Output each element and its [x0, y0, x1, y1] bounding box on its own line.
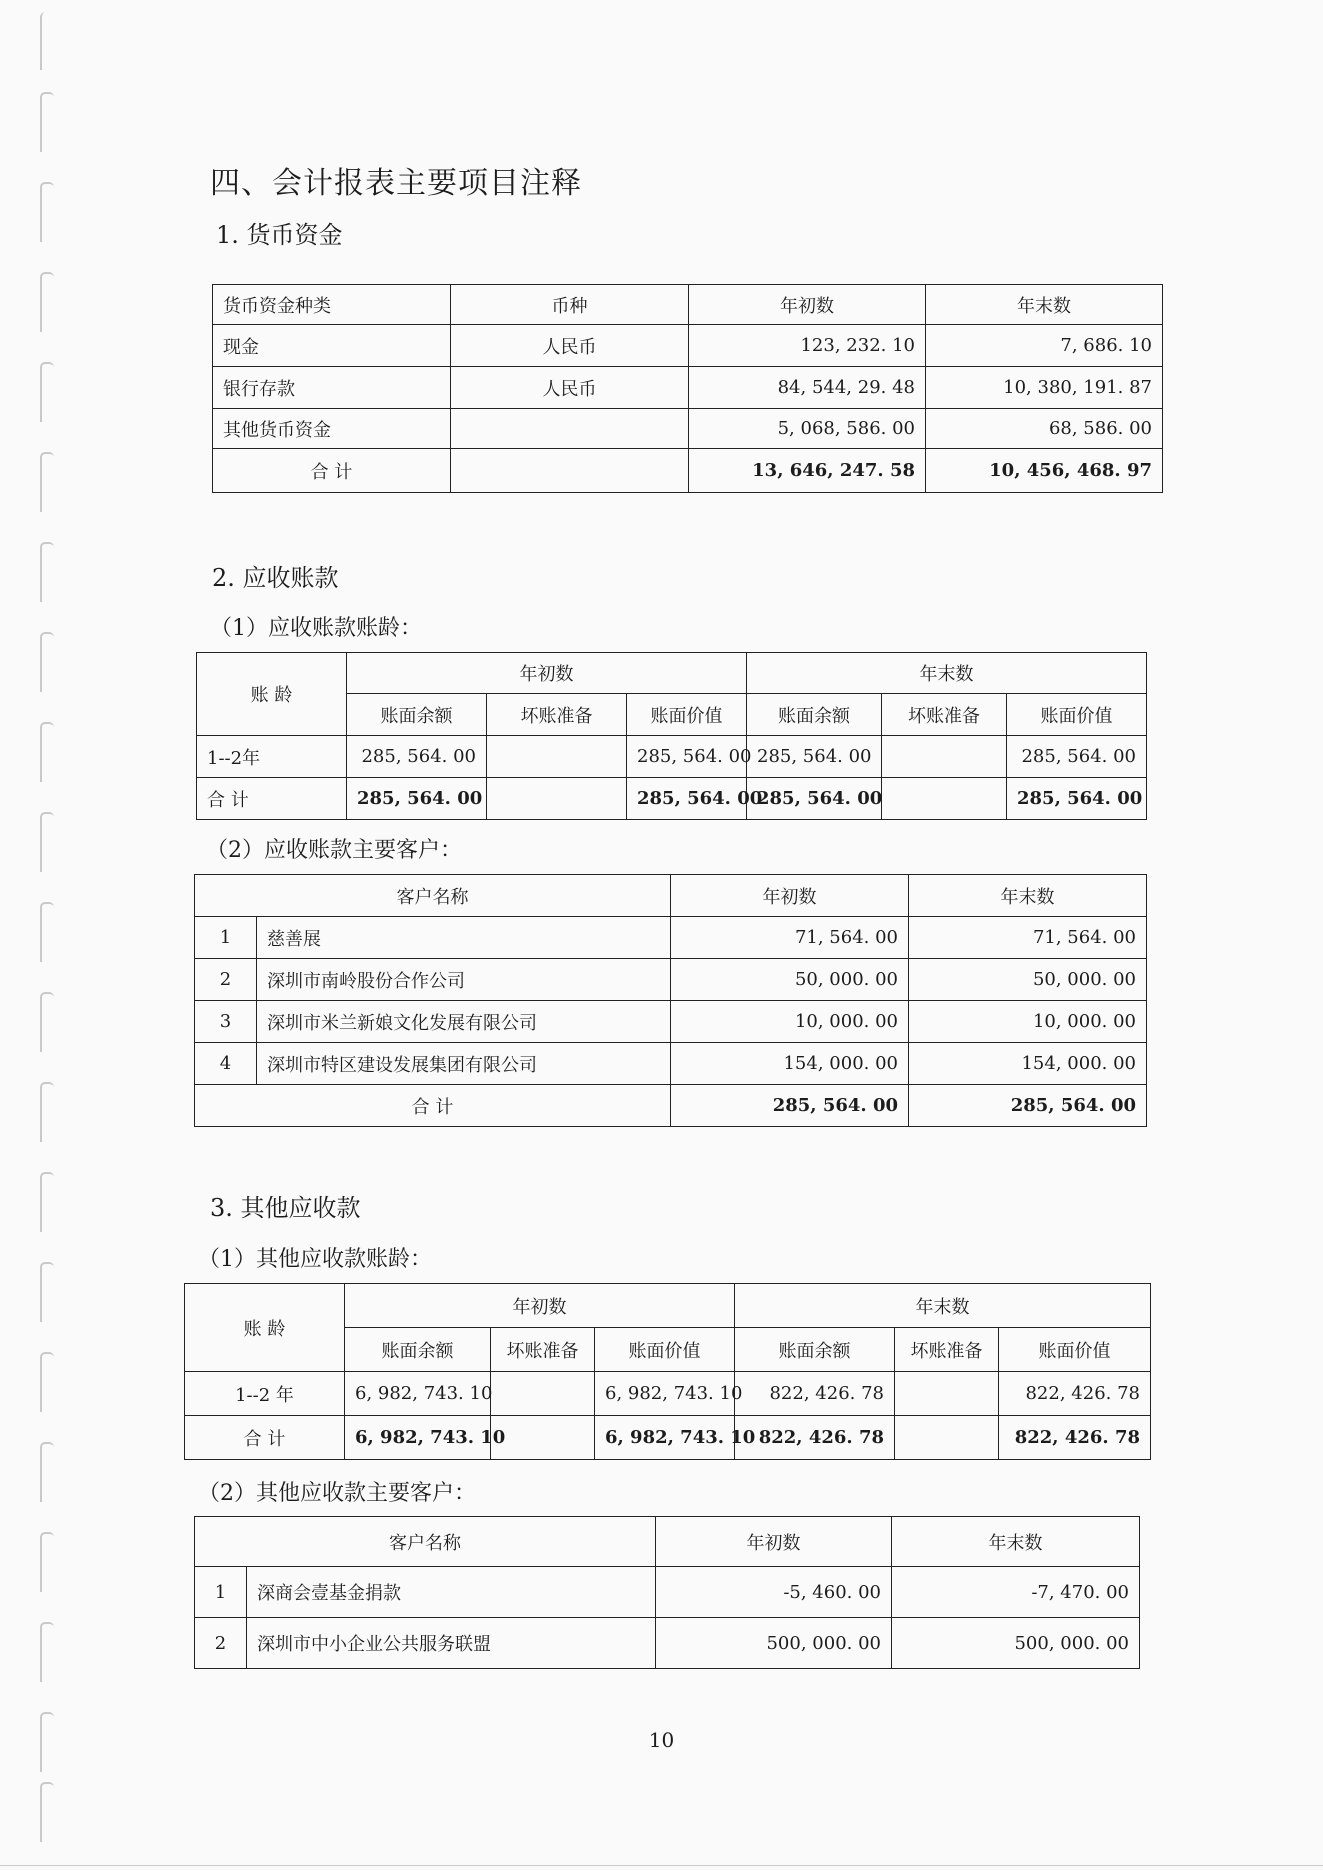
cell: 其他货币资金 [213, 409, 451, 449]
table-row [213, 409, 1163, 449]
header-cell: 账面余额 [345, 1328, 491, 1372]
cell: 深圳市中小企业公共服务联盟 [247, 1618, 656, 1669]
cell: 13, 646, 247. 58 [689, 449, 926, 493]
cell [487, 736, 627, 778]
cell: 822, 426. 78 [735, 1416, 895, 1460]
cell: 人民币 [451, 325, 689, 367]
header-cell: 账面价值 [627, 694, 747, 736]
cell: 深圳市特区建设发展集团有限公司 [257, 1043, 671, 1085]
cell [487, 778, 627, 820]
cell: 285, 564. 00 [627, 778, 747, 820]
cell: 285, 564. 00 [909, 1085, 1147, 1127]
page-edge-line [0, 1865, 1323, 1866]
header-cell: 账面余额 [747, 694, 882, 736]
binding-mark [40, 362, 54, 422]
cell: 822, 426. 78 [735, 1372, 895, 1416]
binding-mark [40, 272, 54, 332]
cell: 2 [195, 1618, 247, 1669]
table-row [195, 1618, 1140, 1669]
table-header-row [213, 285, 1163, 325]
cell: 慈善展 [257, 917, 671, 959]
table-total-row [195, 1085, 1147, 1127]
binding-mark [40, 812, 54, 872]
binding-mark [40, 722, 54, 782]
binding-mark [40, 452, 54, 512]
binding-mark [40, 1352, 54, 1412]
cell: 285, 564. 00 [747, 736, 882, 778]
cell: 6, 982, 743. 10 [345, 1372, 491, 1416]
cell [895, 1372, 999, 1416]
header-cell: 年初数 [345, 1284, 735, 1328]
cell: 1--2年 [197, 736, 347, 778]
table-row [195, 1567, 1140, 1618]
header-cell: 账面价值 [595, 1328, 735, 1372]
binding-mark [40, 1442, 54, 1502]
table-header-row [197, 653, 1147, 694]
table-row [195, 917, 1147, 959]
cell [491, 1372, 595, 1416]
cell: 285, 564. 00 [1007, 778, 1147, 820]
section-title-receivables: 2. 应收账款 [212, 564, 339, 592]
cell: 深圳市南岭股份合作公司 [257, 959, 671, 1001]
header-cell: 账面余额 [735, 1328, 895, 1372]
header-cell: 年初数 [671, 875, 909, 917]
cell: 10, 000. 00 [909, 1001, 1147, 1043]
binding-mark [40, 632, 54, 692]
cell: -5, 460. 00 [656, 1567, 892, 1618]
cell: 50, 000. 00 [671, 959, 909, 1001]
table-row [195, 1043, 1147, 1085]
receivables-aging-table [196, 652, 1147, 820]
header-cell: 客户名称 [195, 875, 671, 917]
table-row [195, 959, 1147, 1001]
binding-mark [40, 12, 54, 70]
cell: 154, 000. 00 [909, 1043, 1147, 1085]
cell: 6, 982, 743. 10 [595, 1372, 735, 1416]
header-cell: 坏账准备 [491, 1328, 595, 1372]
cell: 10, 456, 468. 97 [926, 449, 1163, 493]
header-cell: 年末数 [892, 1517, 1140, 1567]
cell: 深商会壹基金捐款 [247, 1567, 656, 1618]
cell: 合 计 [213, 449, 451, 493]
subtitle-receivables-customers: （2）应收账款主要客户： [206, 838, 462, 863]
binding-mark [40, 992, 54, 1052]
table-total-row [185, 1416, 1151, 1460]
table-row [195, 1001, 1147, 1043]
cell: -7, 470. 00 [892, 1567, 1140, 1618]
cell: 154, 000. 00 [671, 1043, 909, 1085]
cell: 285, 564. 00 [627, 736, 747, 778]
cell: 3 [195, 1001, 257, 1043]
header-cell: 账 龄 [197, 653, 347, 736]
table-header-row [185, 1284, 1151, 1328]
subtitle-receivables-aging: （1）应收账款账龄： [210, 616, 422, 641]
cell [451, 449, 689, 493]
cell: 1--2 年 [185, 1372, 345, 1416]
other-receivables-customers-table [194, 1516, 1140, 1669]
binding-mark [40, 92, 54, 152]
binding-mark [40, 1622, 54, 1682]
table-total-row [197, 778, 1147, 820]
cell: 1 [195, 917, 257, 959]
cell: 7, 686. 10 [926, 325, 1163, 367]
cell: 71, 564. 00 [671, 917, 909, 959]
cell: 285, 564. 00 [671, 1085, 909, 1127]
table-row [213, 325, 1163, 367]
header-cell: 坏账准备 [895, 1328, 999, 1372]
cell: 银行存款 [213, 367, 451, 409]
cell: 50, 000. 00 [909, 959, 1147, 1001]
cell: 4 [195, 1043, 257, 1085]
cell: 合 计 [195, 1085, 671, 1127]
cell: 71, 564. 00 [909, 917, 1147, 959]
header-cell: 币种 [451, 285, 689, 325]
binding-mark [40, 1172, 54, 1232]
header-cell: 年初数 [656, 1517, 892, 1567]
receivables-customers-table [194, 874, 1147, 1127]
header-cell: 货币资金种类 [213, 285, 451, 325]
table-total-row [213, 449, 1163, 493]
binding-mark [40, 542, 54, 602]
subtitle-other-customers: （2）其他应收款主要客户： [198, 1481, 476, 1506]
cell: 6, 982, 743. 10 [595, 1416, 735, 1460]
cell: 合 计 [197, 778, 347, 820]
table-header-row [195, 875, 1147, 917]
other-receivables-aging-table [184, 1283, 1151, 1460]
cash-table [212, 284, 1163, 493]
cell [882, 778, 1007, 820]
header-cell: 账面价值 [999, 1328, 1151, 1372]
binding-mark [40, 902, 54, 962]
page-number: 10 [648, 1728, 675, 1752]
cell: 10, 000. 00 [671, 1001, 909, 1043]
header-cell: 年末数 [909, 875, 1147, 917]
binding-mark [40, 1082, 54, 1142]
cell: 1 [195, 1567, 247, 1618]
header-cell: 年初数 [347, 653, 747, 694]
binding-mark [40, 1532, 54, 1592]
cell [451, 409, 689, 449]
header-cell: 客户名称 [195, 1517, 656, 1567]
binding-mark [40, 1262, 54, 1322]
cell: 123, 232. 10 [689, 325, 926, 367]
cell [895, 1416, 999, 1460]
cell: 2 [195, 959, 257, 1001]
cell: 6, 982, 743. 10 [345, 1416, 491, 1460]
cell: 500, 000. 00 [892, 1618, 1140, 1669]
cell: 285, 564. 00 [1007, 736, 1147, 778]
header-cell: 年末数 [926, 285, 1163, 325]
header-cell: 账面价值 [1007, 694, 1147, 736]
cell: 285, 564. 00 [347, 736, 487, 778]
section-title-cash: 1. 货币资金 [216, 221, 343, 249]
section-title-other-receivables: 3. 其他应收款 [210, 1194, 361, 1222]
header-cell: 年末数 [735, 1284, 1151, 1328]
header-cell: 账面余额 [347, 694, 487, 736]
cell: 500, 000. 00 [656, 1618, 892, 1669]
cell: 285, 564. 00 [747, 778, 882, 820]
cell: 深圳市米兰新娘文化发展有限公司 [257, 1001, 671, 1043]
subtitle-other-aging: （1）其他应收款账龄： [198, 1247, 432, 1272]
table-row [213, 367, 1163, 409]
header-cell: 账 龄 [185, 1284, 345, 1372]
cell: 现金 [213, 325, 451, 367]
cell: 合 计 [185, 1416, 345, 1460]
cell [491, 1416, 595, 1460]
cell: 822, 426. 78 [999, 1372, 1151, 1416]
header-cell: 坏账准备 [882, 694, 1007, 736]
cell [882, 736, 1007, 778]
header-cell: 年末数 [747, 653, 1147, 694]
cell: 5, 068, 586. 00 [689, 409, 926, 449]
cell: 10, 380, 191. 87 [926, 367, 1163, 409]
cell: 285, 564. 00 [347, 778, 487, 820]
binding-mark [40, 182, 54, 242]
table-row [185, 1372, 1151, 1416]
cell: 84, 544, 29. 48 [689, 367, 926, 409]
cell: 人民币 [451, 367, 689, 409]
table-row [197, 736, 1147, 778]
table-header-row [195, 1517, 1140, 1567]
cell: 68, 586. 00 [926, 409, 1163, 449]
cell: 822, 426. 78 [999, 1416, 1151, 1460]
header-cell: 坏账准备 [487, 694, 627, 736]
header-cell: 年初数 [689, 285, 926, 325]
page-title: 四、会计报表主要项目注释 [210, 166, 582, 201]
binding-mark [40, 1782, 54, 1842]
